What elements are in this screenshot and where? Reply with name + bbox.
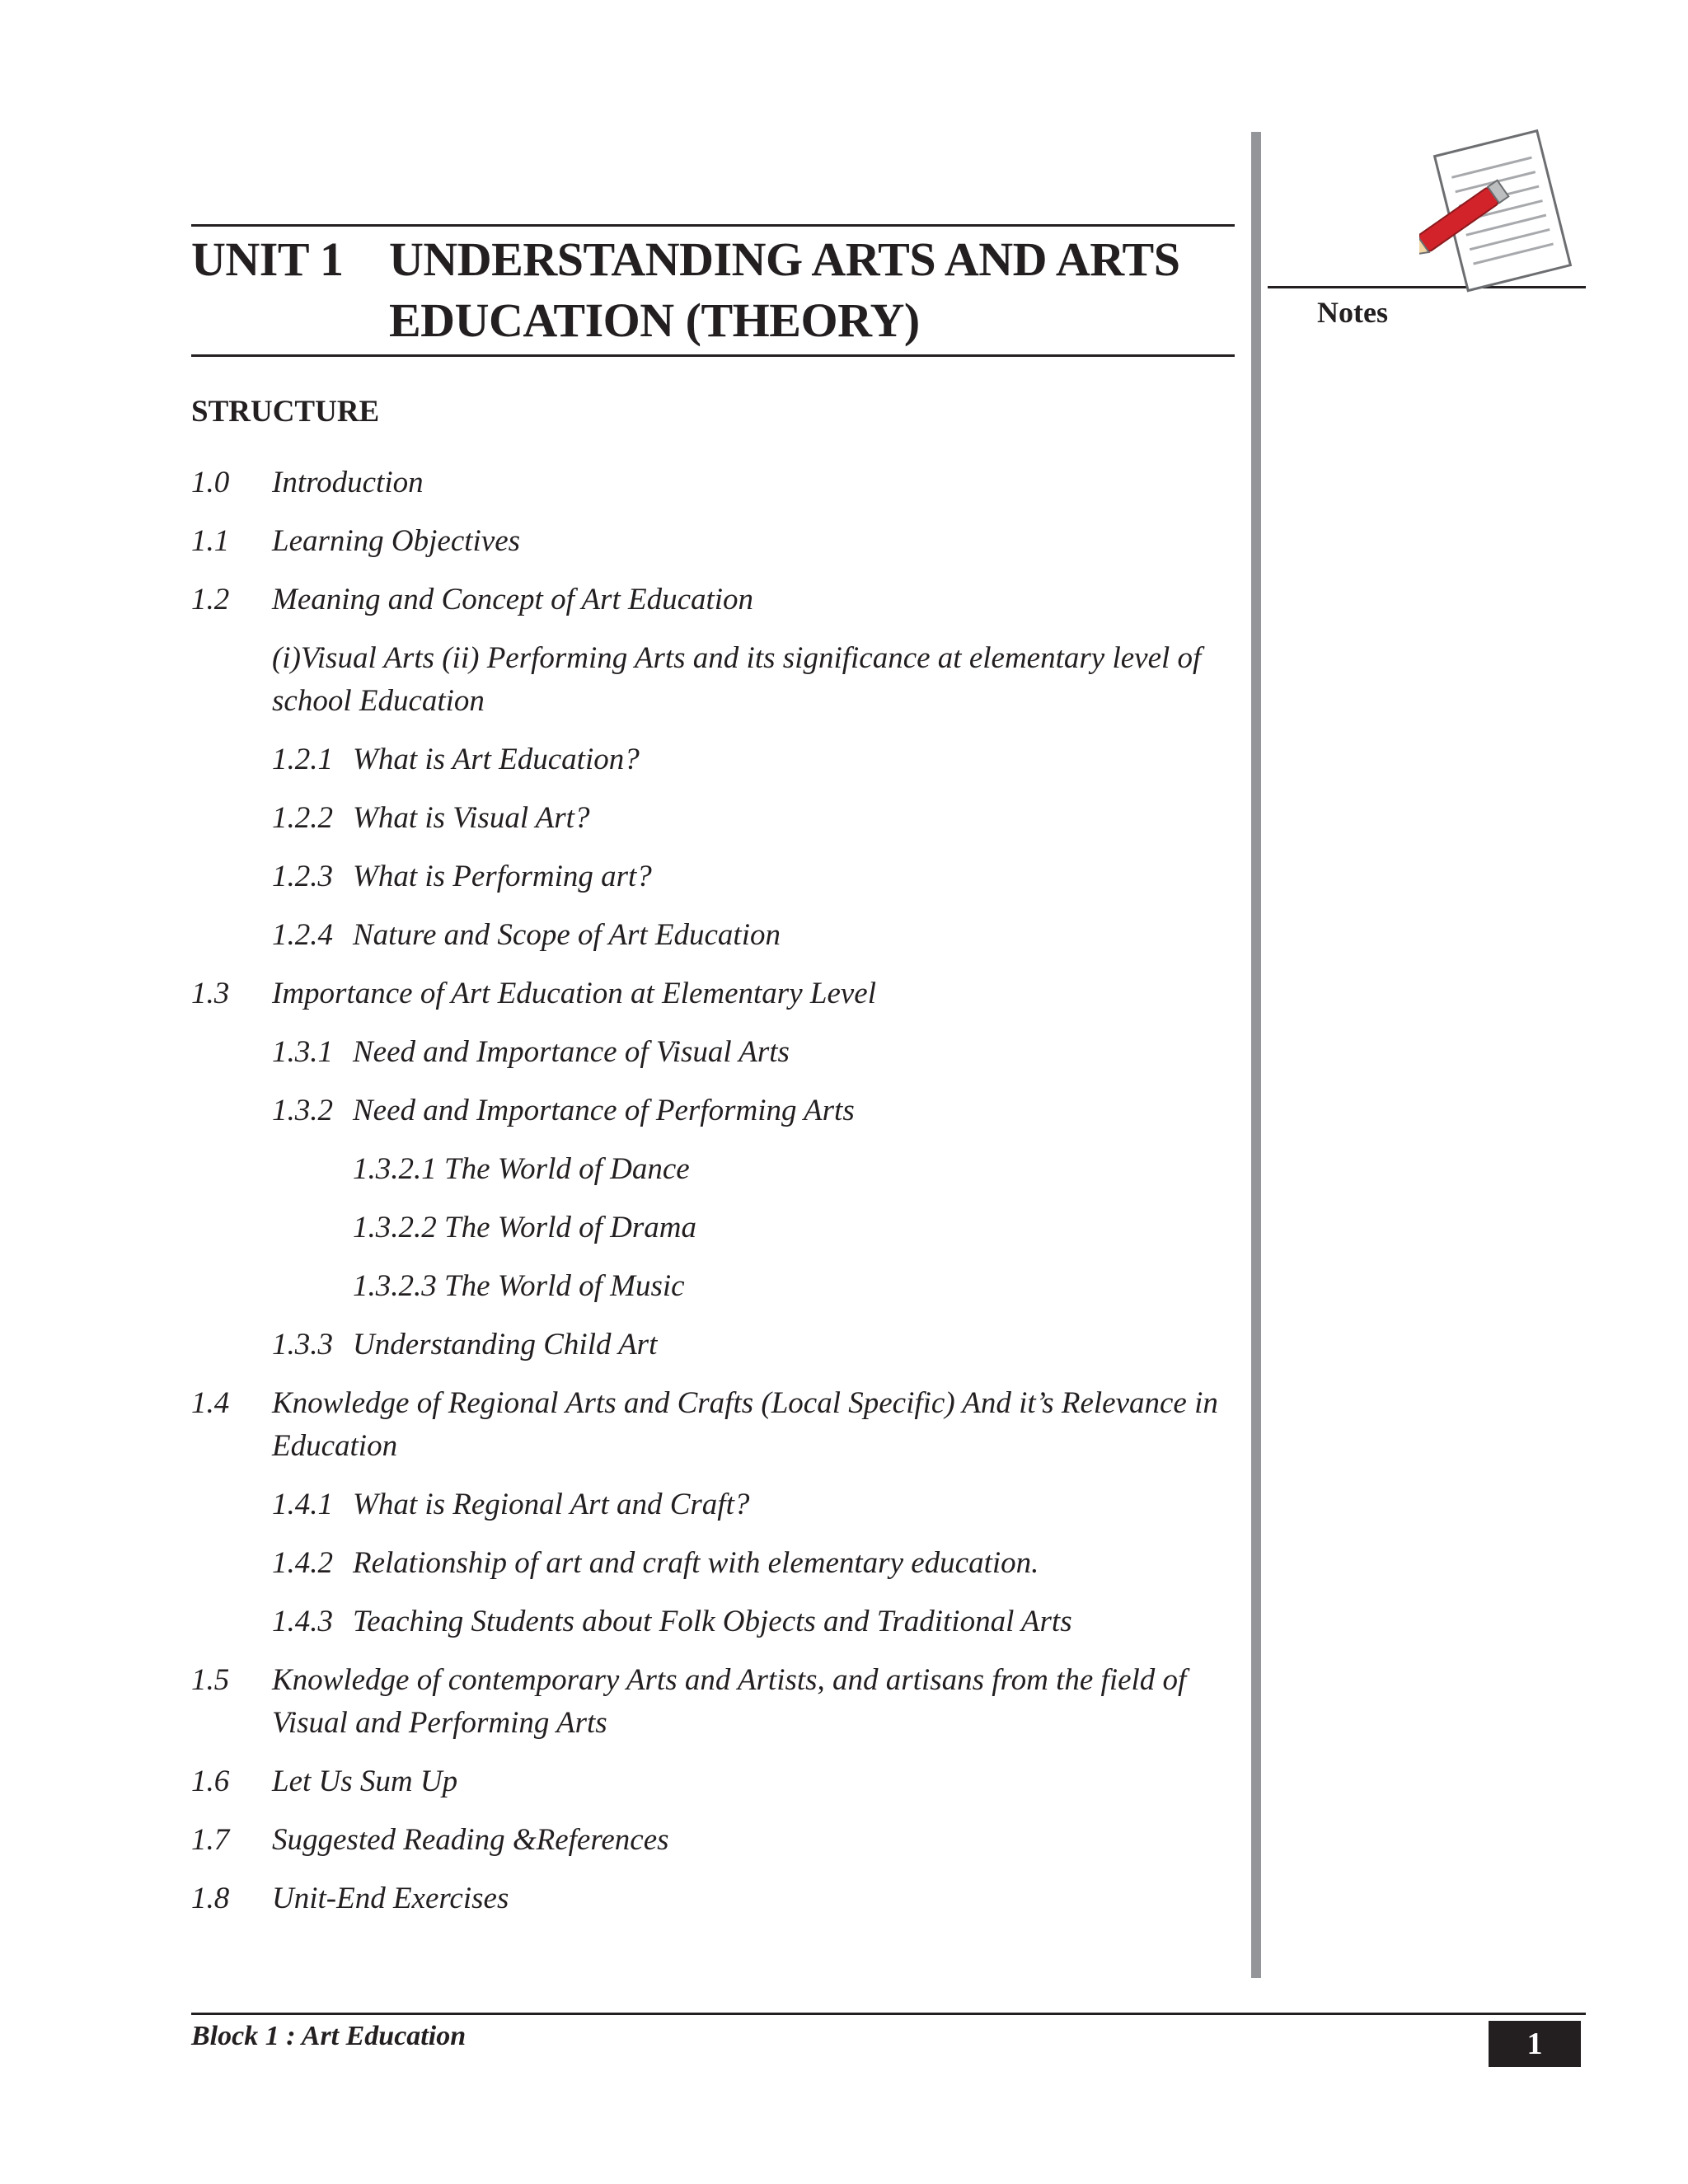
toc-text: Need and Importance of Visual Arts <box>353 1035 790 1069</box>
toc-number: 1.5 <box>191 1663 230 1697</box>
footer-rule <box>191 2013 1586 2015</box>
toc-text: Relationship of art and craft with elementary education. <box>353 1546 1039 1580</box>
toc-number: 1.2.4 <box>272 918 333 952</box>
toc-entry-1-8 <box>191 1877 1236 1920</box>
toc-text: Meaning and Concept of Art Education <box>272 583 754 616</box>
title-bottom-rule <box>191 354 1235 357</box>
toc-number: 1.0 <box>191 466 230 499</box>
toc-entry-1-3-2 <box>272 1090 1236 1132</box>
toc-number: 1.2.2 <box>272 801 333 835</box>
toc-number: 1.6 <box>191 1765 230 1798</box>
toc-text: Let Us Sum Up <box>272 1765 458 1798</box>
toc-entry-1-2-2 <box>272 797 1236 840</box>
toc-entry-1-4-2 <box>272 1542 1236 1585</box>
toc-entry-1-7 <box>191 1819 1236 1862</box>
toc-entry-1-5 <box>191 1659 1236 1745</box>
toc-entry-1-3-1 <box>272 1031 1236 1074</box>
toc-text: What is Regional Art and Craft? <box>353 1488 750 1521</box>
toc-text: Need and Importance of Performing Arts <box>353 1094 855 1127</box>
toc-text: (i)Visual Arts (ii) Performing Arts and its significance at elementary level of school Education <box>272 641 1202 718</box>
toc-entry-1-3-2-1 <box>353 1148 1236 1191</box>
toc-text: Teaching Students about Folk Objects and Traditional Arts <box>353 1605 1072 1638</box>
toc-entry-1-0 <box>191 462 1236 504</box>
toc-entry-1-1 <box>191 520 1236 563</box>
toc-number: 1.7 <box>191 1823 230 1857</box>
toc-entry-1-4-1 <box>272 1483 1236 1526</box>
toc-entry-1-3 <box>191 972 1236 1015</box>
toc-entry-1-3-3 <box>272 1324 1236 1366</box>
toc-number: 1.3 <box>191 977 230 1010</box>
footer-block-label: Block 1 : Art Education <box>191 2021 467 2051</box>
page-number: 1 <box>1489 2021 1581 2067</box>
toc-entry-1-3-2-2 <box>353 1207 1236 1249</box>
toc-number: 1.4.3 <box>272 1605 333 1638</box>
toc-text: Knowledge of Regional Arts and Crafts (Local Specific) And it’s Relevance in Education <box>272 1386 1218 1463</box>
toc-text: Suggested Reading &References <box>272 1823 669 1857</box>
unit-label: UNIT 1 <box>191 232 344 286</box>
margin-divider-bar <box>1251 132 1261 1978</box>
unit-title-line-2: EDUCATION (THEORY) <box>389 293 920 347</box>
toc-text: Knowledge of contemporary Arts and Artists, and artisans from the field of Visual and Performing Arts <box>272 1663 1187 1740</box>
toc-text: 1.3.2.2 The World of Drama <box>353 1211 696 1244</box>
toc-number: 1.3.2 <box>272 1094 333 1127</box>
toc-number: 1.8 <box>191 1882 230 1915</box>
toc-number: 1.3.1 <box>272 1035 333 1069</box>
toc-text: What is Art Education? <box>353 743 640 776</box>
toc-text: 1.3.2.1 The World of Dance <box>353 1152 690 1186</box>
toc-entry-1-4 <box>191 1382 1236 1468</box>
unit-title-line-1: UNDERSTANDING ARTS AND ARTS <box>389 232 1180 286</box>
toc-text: Nature and Scope of Art Education <box>353 918 781 952</box>
toc-text: Understanding Child Art <box>353 1328 658 1361</box>
toc-text: Learning Objectives <box>272 524 521 558</box>
toc-entry-1-3-2-3 <box>353 1265 1236 1308</box>
toc-number: 1.2 <box>191 583 230 616</box>
toc-number: 1.4 <box>191 1386 230 1420</box>
toc-entry-1-4-3 <box>272 1601 1236 1643</box>
toc-number: 1.4.2 <box>272 1546 333 1580</box>
toc-text: What is Visual Art? <box>353 801 590 835</box>
toc-entry-1-2-note <box>272 637 1236 723</box>
toc-number: 1.2.1 <box>272 743 333 776</box>
toc-entry-1-2-4 <box>272 914 1236 957</box>
toc-text: Introduction <box>272 466 424 499</box>
toc-number: 1.2.3 <box>272 860 333 893</box>
notes-label: Notes <box>1317 296 1388 329</box>
toc-entry-1-2-3 <box>272 855 1236 898</box>
structure-heading: STRUCTURE <box>191 395 380 429</box>
toc-entry-1-6 <box>191 1760 1236 1803</box>
toc-text: Importance of Art Education at Elementary Level <box>272 977 876 1010</box>
toc-number: 1.1 <box>191 524 230 558</box>
toc-text: Unit-End Exercises <box>272 1882 509 1915</box>
toc-entry-1-2-1 <box>272 738 1236 781</box>
toc-text: What is Performing art? <box>353 860 652 893</box>
toc-text: 1.3.2.3 The World of Music <box>353 1269 685 1303</box>
notepad-pencil-icon <box>1419 124 1584 305</box>
title-top-rule <box>191 224 1235 227</box>
toc-number: 1.4.1 <box>272 1488 333 1521</box>
toc-entry-1-2 <box>191 579 1236 621</box>
toc-number: 1.3.3 <box>272 1328 333 1361</box>
